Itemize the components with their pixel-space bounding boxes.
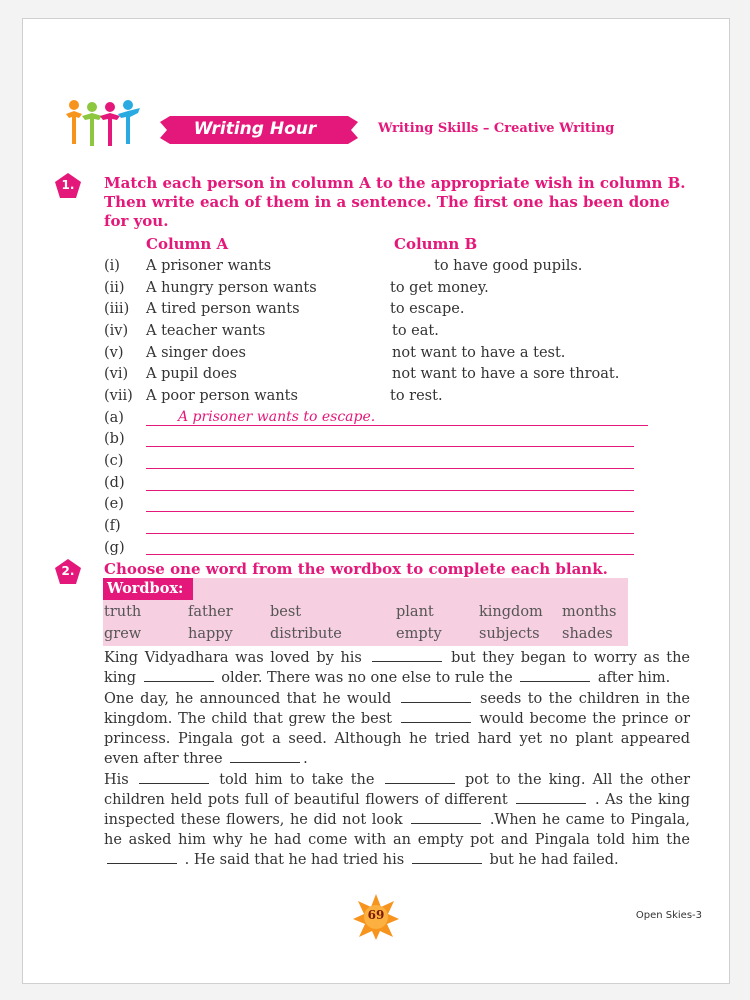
- question-1-number: 1.: [61, 178, 75, 192]
- fill-blank[interactable]: [139, 771, 209, 784]
- answer-label: (b): [104, 431, 125, 447]
- column-a-header: Column A: [146, 235, 229, 253]
- banner-title: Writing Hour: [193, 119, 317, 139]
- wordbox-word: empty: [396, 626, 442, 642]
- fill-blank[interactable]: [144, 669, 214, 682]
- wordbox-word: happy: [188, 626, 233, 642]
- wordbox-word: months: [562, 604, 617, 620]
- answer-line[interactable]: [146, 425, 648, 426]
- fill-blank[interactable]: [107, 851, 177, 864]
- fill-blank[interactable]: [401, 690, 471, 703]
- wordbox-word: distribute: [270, 626, 342, 642]
- answer-line[interactable]: [146, 468, 634, 469]
- wordbox-word: best: [270, 604, 302, 620]
- story-paragraph-3: His told him to take the pot to the king. All the other children held pots full of beautiful flowers of different . As the king inspected these flowers, he did not look .When he came to Pingala, he asked him why he had come with an empty pot and Pingala told him the . He said that he had tried his but he had failed.: [104, 772, 691, 868]
- fill-blank[interactable]: [230, 750, 300, 763]
- answer-label: (g): [104, 540, 125, 556]
- question-1-badge: [54, 172, 82, 200]
- example-answer: A prisoner wants to escape.: [178, 409, 376, 425]
- fill-blank[interactable]: [520, 669, 590, 682]
- column-b-header: Column B: [394, 235, 478, 253]
- fill-blank[interactable]: [385, 771, 455, 784]
- question-2-number: 2.: [61, 564, 75, 578]
- answer-label: (a): [104, 410, 124, 426]
- answer-line[interactable]: [146, 490, 634, 491]
- wordbox-word: shades: [562, 626, 613, 642]
- answer-label: (f): [104, 518, 121, 534]
- book-title: Open Skies-3: [635, 910, 702, 921]
- question-2-badge: [54, 558, 82, 586]
- page-number-badge: [352, 893, 400, 941]
- answer-line[interactable]: [146, 554, 634, 555]
- fill-blank[interactable]: [412, 851, 482, 864]
- answer-label: (d): [104, 475, 125, 491]
- kids-logo-icon: [62, 98, 154, 154]
- question-1-instruction: Match each person in column A to the appropriate wish in column B. Then write each of them in a sentence. The first one has been done for you.: [104, 174, 686, 230]
- wordbox-word: kingdom: [479, 604, 543, 620]
- wordbox-word: grew: [104, 626, 142, 642]
- page-number: 69: [367, 908, 385, 922]
- answer-line[interactable]: [146, 511, 634, 512]
- wordbox-word: subjects: [479, 626, 540, 642]
- story-paragraph-1: King Vidyadhara was loved by his but they began to worry as the king older. There was no one else to rule the after him.: [104, 650, 691, 686]
- answer-label: (c): [104, 453, 124, 469]
- fill-blank[interactable]: [401, 710, 471, 723]
- answer-line[interactable]: [146, 533, 634, 534]
- answer-line[interactable]: [146, 446, 634, 447]
- story-paragraph-2: One day, he announced that he would seeds to the children in the kingdom. The child that grew the best would become the prince or princess. Pingala got a seed. Although he tried hard yet no plant appeared even after three .: [104, 691, 691, 767]
- subheading: Writing Skills – Creative Writing: [378, 121, 615, 136]
- wordbox-word: father: [188, 604, 233, 620]
- wordbox-word: plant: [396, 604, 434, 620]
- fill-blank[interactable]: [516, 791, 586, 804]
- fill-blank[interactable]: [372, 649, 442, 662]
- wordbox-word: truth: [104, 604, 142, 620]
- question-2-instruction: Choose one word from the wordbox to complete each blank.: [104, 560, 608, 578]
- fill-blank[interactable]: [411, 811, 481, 824]
- answer-label: (e): [104, 496, 124, 512]
- wordbox-title: Wordbox:: [103, 578, 193, 600]
